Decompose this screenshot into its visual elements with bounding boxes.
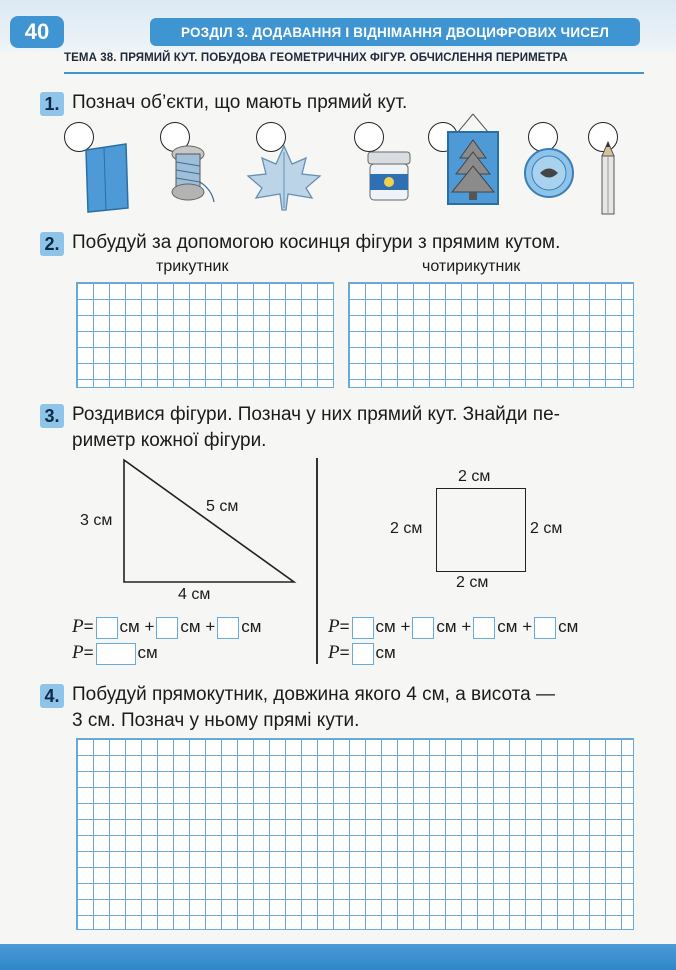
- topic-title: ТЕМА 38. ПРЯМИЙ КУТ. ПОБУДОВА ГЕОМЕТРИЧНИХ ФІГУР. ОБЧИСЛЕННЯ ПЕРИМЕТРА: [64, 52, 568, 64]
- button-icon: [522, 146, 576, 200]
- square-side-right: 2 см: [530, 520, 563, 537]
- answer-box[interactable]: [412, 617, 434, 639]
- answer-box[interactable]: [534, 617, 556, 639]
- triangle-side-bottom: 4 см: [178, 586, 211, 603]
- quadrilateral-label: чотирикутник: [422, 258, 521, 275]
- exercise-1-number: 1.: [40, 92, 64, 116]
- exercise-4-text-line1: Побудуй прямокутник, довжина якого 4 см, а висота —: [72, 684, 555, 705]
- square-perimeter-sum: P= см + см + см + см: [328, 616, 579, 637]
- answer-box[interactable]: [96, 617, 118, 639]
- answer-box[interactable]: [217, 617, 239, 639]
- triangle-perimeter-sum: P= см + см + см: [72, 616, 262, 637]
- vertical-divider: [316, 458, 318, 664]
- tree-ornament-icon: [438, 112, 508, 208]
- exercise-2-number: 2.: [40, 232, 64, 256]
- answer-box[interactable]: [473, 617, 495, 639]
- drawing-grid-rectangle[interactable]: [76, 738, 634, 930]
- answer-box[interactable]: [96, 643, 136, 665]
- pencil-icon: [598, 140, 618, 218]
- exercise-2-text: Побудуй за допомогою косинця фігури з прямим кутом.: [72, 232, 561, 253]
- triangle-side-left: 3 см: [80, 512, 113, 529]
- square-side-top: 2 см: [458, 468, 491, 485]
- triangle-side-hypotenuse: 5 см: [206, 498, 239, 515]
- answer-circle[interactable]: [354, 122, 384, 152]
- exercise-3-text-line1: Роздивися фігури. Познач у них прямий кут. Знайди пе-: [72, 404, 560, 425]
- exercise-3-number: 3.: [40, 404, 64, 428]
- topic-divider: [64, 72, 644, 74]
- thread-spool-icon: [164, 142, 218, 206]
- square-figure: [436, 488, 526, 572]
- right-triangle-figure: [120, 456, 300, 586]
- triangle-perimeter-result: P= см: [72, 642, 158, 663]
- exercise-4-text-line2: 3 см. Познач у ньому прямі кути.: [72, 710, 360, 731]
- footer-band: [0, 944, 676, 970]
- answer-box[interactable]: [352, 643, 374, 665]
- square-side-bottom: 2 см: [456, 574, 489, 591]
- square-side-left: 2 см: [390, 520, 423, 537]
- section-title: РОЗДІЛ 3. ДОДАВАННЯ І ВІДНІМАННЯ ДВОЦИФРОВИХ ЧИСЕЛ: [150, 18, 640, 46]
- answer-box[interactable]: [352, 617, 374, 639]
- drawing-grid-triangle[interactable]: [76, 282, 334, 388]
- triangle-label: трикутник: [156, 258, 229, 275]
- jar-icon: [364, 150, 414, 202]
- exercise-4-number: 4.: [40, 684, 64, 708]
- card-icon: [82, 140, 132, 214]
- square-perimeter-result: P= см: [328, 642, 396, 663]
- maple-leaf-icon: [244, 142, 324, 212]
- page-number: 40: [10, 16, 64, 48]
- exercise-3-text-line2: риметр кожної фігури.: [72, 430, 267, 451]
- drawing-grid-quadrilateral[interactable]: [348, 282, 634, 388]
- exercise-1-text: Познач об’єкти, що мають прямий кут.: [72, 92, 408, 113]
- answer-box[interactable]: [156, 617, 178, 639]
